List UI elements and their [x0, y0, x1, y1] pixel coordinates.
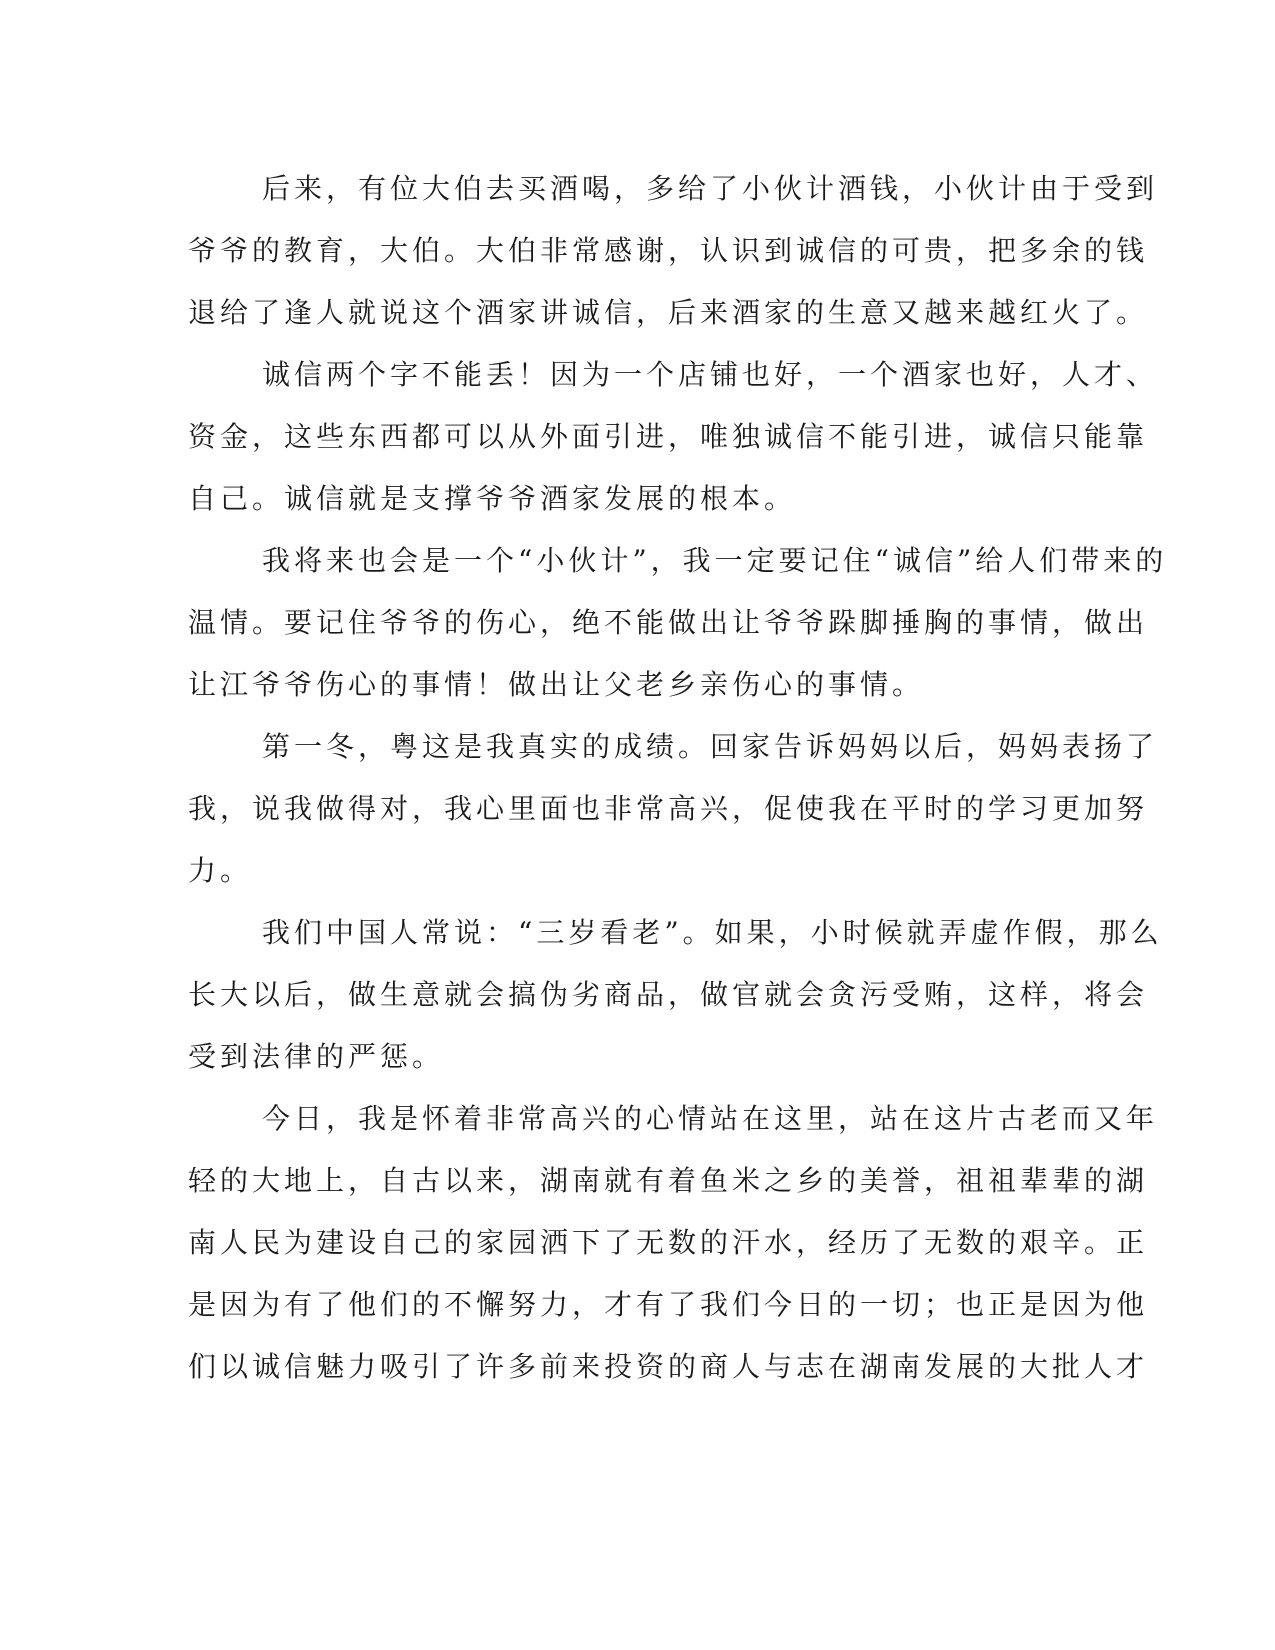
text-line: 南人民为建设自己的家园洒下了无数的汗水，经历了无数的艰辛。正 [188, 1226, 1149, 1259]
text-line: 温情。要记住爷爷的伤心，绝不能做出让爷爷跺脚捶胸的事情，做出 [188, 606, 1149, 639]
text-line: 后来，有位大伯去买酒喝，多给了小伙计酒钱，小伙计由于受到 [262, 172, 1159, 205]
text-line: 自己。诚信就是支撑爷爷酒家发展的根本。 [188, 482, 797, 515]
text-line: 轻的大地上，自古以来，湖南就有着鱼米之乡的美誉，祖祖辈辈的湖 [188, 1164, 1149, 1197]
text-line: 资金，这些东西都可以从外面引进，唯独诚信不能引进，诚信只能靠 [188, 420, 1149, 453]
text-line: 退给了逢人就说这个酒家讲诚信，后来酒家的生意又越来越红火了。 [188, 296, 1149, 329]
text-line: 我，说我做得对，我心里面也非常高兴，促使我在平时的学习更加努 [188, 792, 1149, 825]
text-line: 今日，我是怀着非常高兴的心情站在这里，站在这片古老而又年 [262, 1102, 1159, 1135]
text-line: 让江爷爷伤心的事情！做出让父老乡亲伤心的事情。 [188, 668, 925, 701]
document-body [188, 158, 1168, 1398]
text-line: 我将来也会是一个“小伙计”，我一定要记住“诚信”给人们带来的 [262, 544, 1168, 577]
text-line: 力。 [188, 854, 253, 887]
text-line: 们以诚信魅力吸引了许多前来投资的商人与志在湖南发展的大批人才 [188, 1350, 1149, 1383]
text-line: 诚信两个字不能丢！因为一个店铺也好，一个酒家也好，人才、 [262, 358, 1159, 391]
text-line: 受到法律的严惩。 [188, 1040, 445, 1073]
text-line: 长大以后，做生意就会搞伪劣商品，做官就会贪污受贿，这样，将会 [188, 978, 1149, 1011]
text-line: 爷爷的教育，大伯。大伯非常感谢，认识到诚信的可贵，把多余的钱 [188, 234, 1149, 267]
text-line: 是因为有了他们的不懈努力，才有了我们今日的一切；也正是因为他 [188, 1288, 1149, 1321]
text-line: 我们中国人常说：“三岁看老”。如果，小时候就弄虚作假，那么 [262, 916, 1163, 949]
text-line: 第一冬，粤这是我真实的成绩。回家告诉妈妈以后，妈妈表扬了 [262, 730, 1159, 763]
